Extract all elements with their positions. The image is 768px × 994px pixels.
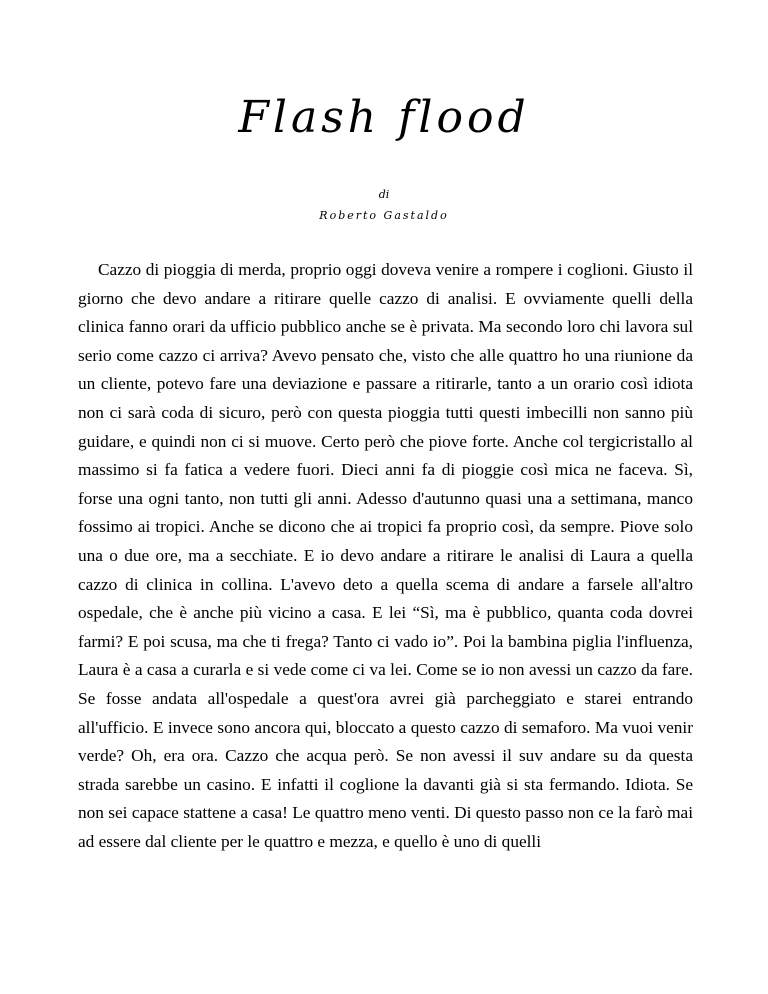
story-paragraph: Cazzo di pioggia di merda, proprio oggi doveva venire a rompere i coglioni. Giusto il giorno che devo andare a ritirare quelle cazzo di analisi. E ovviamente quelli della clinica fanno orari da ufficio pubblico anche se è privata. Ma secondo loro chi lavora sul serio come cazzo ci arriva? Avevo pensato che, visto che alle quattro ho una riunione da un cliente, potevo fare una deviazione e passare a ritirarle, tanto a un orario così idiota non ci sarà coda di sicuro, però con questa pioggia tutti questi imbecilli non sanno più guidare, e quindi non ci si muove. Certo però che piove forte. Anche col tergicristallo al massimo si fa fatica a vedere fuori. Dieci anni fa di pioggie così mica ne faceva. Sì, forse una ogni tanto, non tutti gli anni. Adesso d'autunno quasi una a settimana, manco fossimo ai tropici. Anche se dicono che ai tropici fa proprio così, da sempre. Piove solo una o due ore, ma a secchiate. E io devo andare a ritirare le analisi di Laura a quella cazzo di clinica in collina. L'avevo deto a quella scema di andare a farsele all'altro ospedale, che è anche più vicino a casa. E lei “Sì, ma è pubblico, quanta coda dovrei farmi? E poi scusa, ma che ti frega? Tanto ci vado io”. Poi la bambina piglia l'influenza, Laura è a casa a curarla e si vede come ci va lei. Come se io non avessi un cazzo da fare. Se fosse andata all'ospedale a quest'ora avrei già parcheggiato e starei entrando all'ufficio. E invece sono ancora qui, bloccato a questo cazzo di semaforo. Ma vuoi venir verde? Oh, era ora. Cazzo che acqua però. Se non avessi il suv andare su da questa strada sarebbe un casino. E infatti il coglione la davanti già si sta fermando. Idiota. Se non sei capace stattene a casa! Le quattro meno venti. Di questo passo non ce la farò mai ad essere dal cliente per le quattro e mezza, e quello è uno di quelli xyxy=(78,260,693,851)
author-name: Roberto Gastaldo xyxy=(319,209,449,222)
story-title: Flash flood xyxy=(238,92,530,143)
byline-di: di xyxy=(378,188,390,201)
